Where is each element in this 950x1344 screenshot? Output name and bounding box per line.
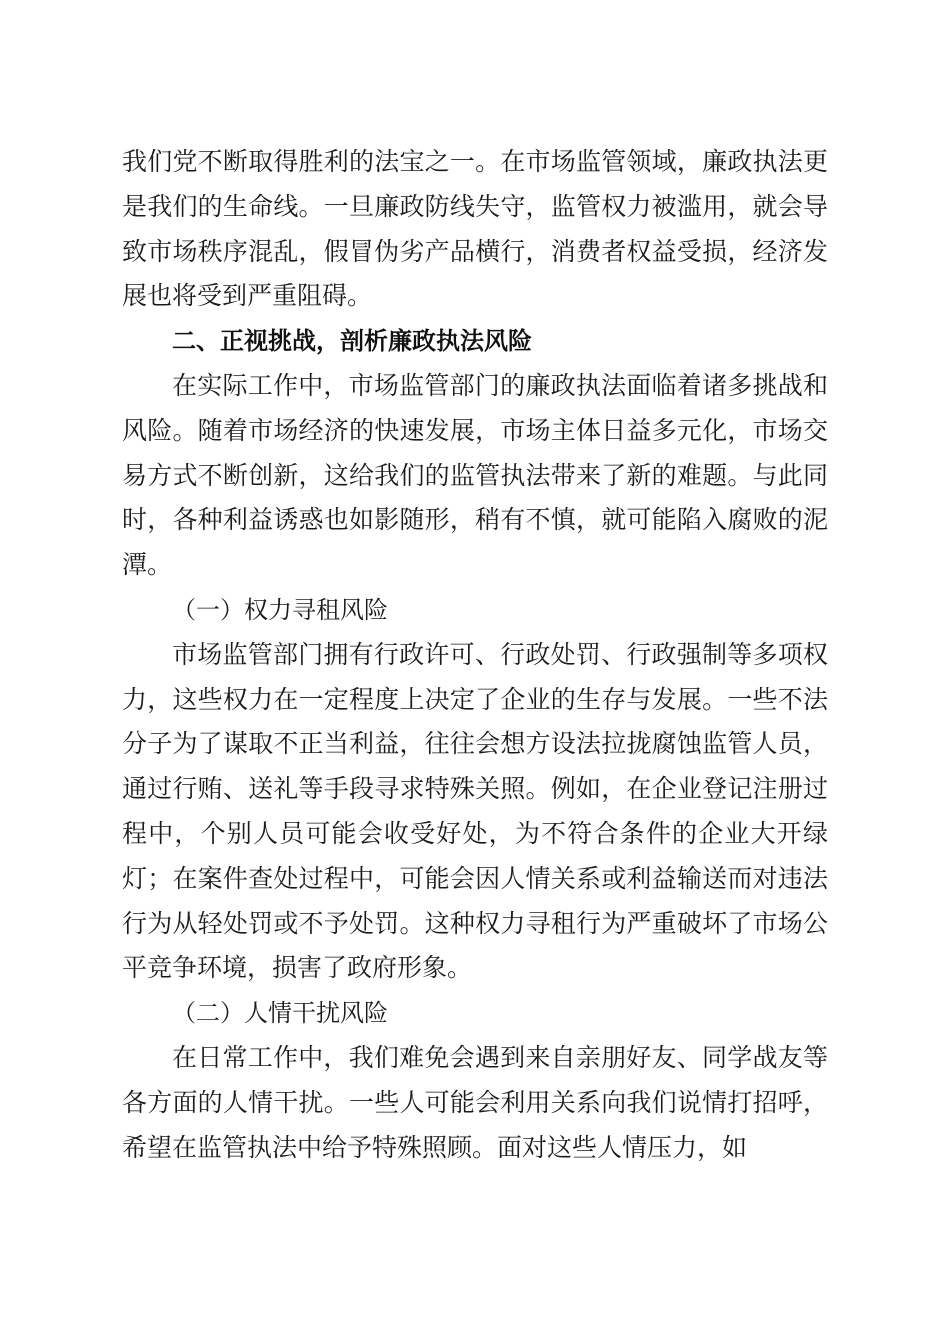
document-body bbox=[122, 140, 828, 1170]
paragraph-continued: 我们党不断取得胜利的法宝之一。在市场监管领域，廉政执法更是我们的生命线。一旦廉政防线失守，监管权力被滥用，就会导致市场秩序混乱，假冒伪劣产品横行，消费者权益受损，经济发展也将受到严重阻碍。 bbox=[122, 147, 828, 311]
paragraph: 在日常工作中，我们难免会遇到来自亲朋好友、同学战友等各方面的人情干扰。一些人可能会利用关系向我们说情打招呼，希望在监管执法中给予特殊照顾。面对这些人情压力，如 bbox=[122, 1042, 828, 1162]
subsection-heading: （二）人情干扰风险 bbox=[172, 999, 388, 1028]
paragraph: 市场监管部门拥有行政许可、行政处罚、行政强制等多项权力，这些权力在一定程度上决定了企业的生存与发展。一些不法分子为了谋取不正当利益，往往会想方设法拉拢腐蚀监管人员，通过行贿、送礼等手段寻求特殊关照。例如，在企业登记注册过程中，个别人员可能会收受好处，为不符合条件的企业大开绿灯；在案件查处过程中，可能会因人情关系或利益输送而对违法行为从轻处罚或不予处罚。这种权力寻租行为严重破坏了市场公平竞争环境，损害了政府形象。 bbox=[122, 639, 828, 983]
paragraph: 在实际工作中，市场监管部门的廉政执法面临着诸多挑战和风险。随着市场经济的快速发展，市场主体日益多元化，市场交易方式不断创新，这给我们的监管执法带来了新的难题。与此同时，各种利益诱惑也如影随形，稍有不慎，就可能陷入腐败的泥潭。 bbox=[122, 370, 828, 580]
section-heading: 二、正视挑战，剖析廉政执法风险 bbox=[172, 327, 532, 356]
subsection-heading: （一）权力寻租风险 bbox=[172, 595, 388, 624]
